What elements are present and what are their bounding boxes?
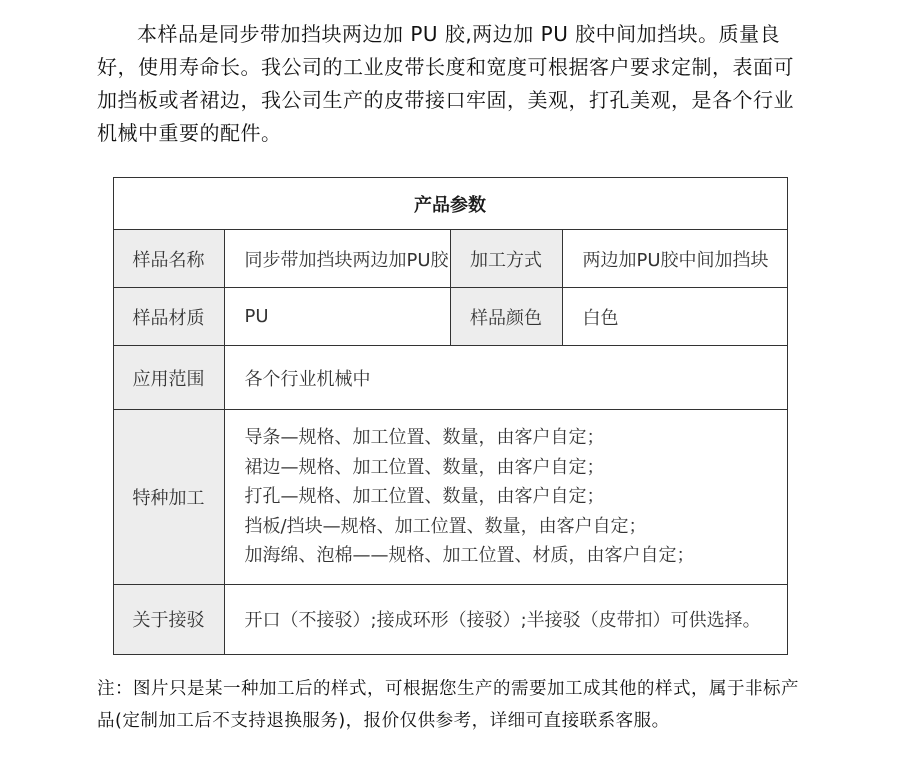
special-processing-line: 导条—规格、加工位置、数量，由客户自定； [244, 427, 605, 448]
table-title: 产品参数 [113, 178, 787, 230]
special-processing-value [224, 410, 787, 585]
intro-paragraph: 本样品是同步带加挡块两边加 PU 胶,两边加 PU 胶中间加挡块。质量良好，使用寿命长。我公司的工业皮带长度和宽度可根据客户要求定制，表面可加挡板或者裙边，我公司生产的皮带接口牢固，美观，打孔美观，是各个行业机械中重要的配件。 [97, 22, 794, 145]
processing-method-label: 加工方式 [450, 230, 562, 288]
joint-info-value: 开口（不接驳）;接成环形（接驳）;半接驳（皮带扣）可供选择。 [224, 584, 787, 654]
row-application-scope [113, 346, 787, 410]
row-sample-name [113, 230, 787, 288]
sample-material-label: 样品材质 [113, 288, 224, 346]
row-joint-info [113, 584, 787, 654]
special-processing-line: 挡板/挡块—规格、加工位置、数量，由客户自定； [244, 515, 647, 537]
joint-info-label: 关于接驳 [113, 584, 224, 654]
row-special-processing [113, 410, 787, 585]
product-parameters-table [113, 177, 788, 655]
sample-name-value: 同步带加挡块两边加PU胶 [224, 230, 450, 288]
application-scope-value: 各个行业机械中 [224, 346, 787, 410]
special-processing-line: 裙边—规格、加工位置、数量，由客户自定； [244, 456, 605, 478]
note-paragraph: 注：图片只是某一种加工后的样式，可根据您生产的需要加工成其他的样式，属于非标产品(定制加工后不支持退换服务)，报价仅供参考，详细可直接联系客服。 [97, 678, 799, 731]
sample-color-label: 样品颜色 [450, 288, 562, 346]
processing-method-value: 两边加PU胶中间加挡块 [562, 230, 787, 288]
special-processing-line: 加海绵、泡棉——规格、加工位置、材质，由客户自定； [244, 545, 695, 566]
application-scope-label: 应用范围 [113, 346, 224, 410]
special-processing-line: 打孔—规格、加工位置、数量，由客户自定； [244, 486, 605, 507]
sample-material-value: PU [224, 288, 450, 346]
sample-color-value: 白色 [562, 288, 787, 346]
table-title-row [113, 178, 787, 230]
row-material-color [113, 288, 787, 346]
special-processing-label: 特种加工 [113, 410, 224, 585]
sample-name-label: 样品名称 [113, 230, 224, 288]
